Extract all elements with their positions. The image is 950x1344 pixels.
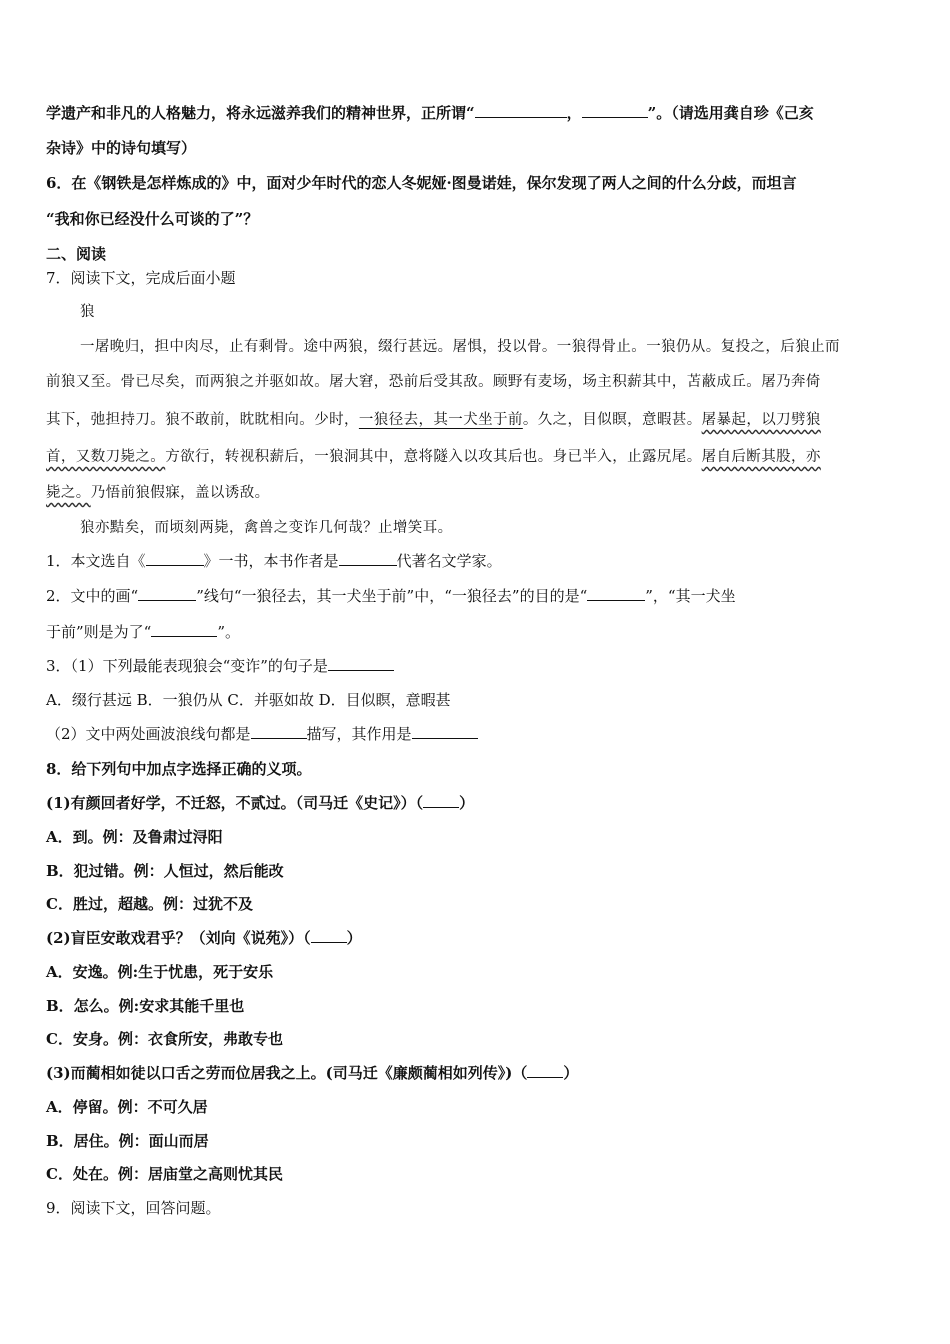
line-text: (2)盲臣 xyxy=(46,929,101,947)
text-line: “我和你已经没什么可谈的了”？ xyxy=(46,210,259,228)
answer-blank[interactable] xyxy=(527,1063,563,1078)
answer-blank[interactable] xyxy=(138,586,196,601)
passage-line xyxy=(46,447,821,467)
line-text: (1)有颜回者好学，不迁怒，不贰 xyxy=(46,794,266,812)
passage-line: 狼亦黠矣，而顷刻两毙，禽兽之变诈几何哉？止增笑耳。 xyxy=(80,520,453,536)
passage-line xyxy=(46,483,270,503)
question-7: 7．阅读下文，完成后面小题 xyxy=(46,269,236,287)
answer-blank[interactable] xyxy=(151,622,217,637)
line-text: 3．（1）下列最能表现狼会“变诈”的句子是 xyxy=(46,657,328,675)
answer-blank[interactable] xyxy=(475,103,567,118)
dotted-char: 安 xyxy=(100,929,116,947)
answer-blank[interactable] xyxy=(328,656,394,671)
question-8-1 xyxy=(46,793,474,813)
line-text: ） xyxy=(459,794,475,812)
line-text: 其下，弛担持刀。狼不敢前，眈眈相向。少时， xyxy=(46,412,359,428)
line-text: 代著名文学家。 xyxy=(396,552,502,570)
passage-title: 狼 xyxy=(80,304,95,320)
wavy-sentence: 屠自后断其股，亦 xyxy=(701,449,821,465)
underlined-sentence: 一狼径去，其一犬坐于前 xyxy=(358,412,523,428)
sub-question-3 xyxy=(46,656,394,676)
line-text: ） xyxy=(346,929,362,947)
line-text: 描写，其作用是 xyxy=(306,725,412,743)
sub-question-2 xyxy=(46,586,736,606)
line-text: 乃悟前狼假寐，盖以诱敌。 xyxy=(90,485,270,501)
answer-blank[interactable] xyxy=(146,551,204,566)
dotted-char: 居 xyxy=(250,1064,266,1082)
wavy-sentence: 屠暴起，以刀劈狼 xyxy=(701,412,821,428)
answer-blank[interactable] xyxy=(339,551,397,566)
text-line xyxy=(46,103,814,123)
answer-blank[interactable] xyxy=(423,793,459,808)
answer-blank[interactable] xyxy=(251,724,307,739)
option-a: A．安逸。例:生于忧患，死于安乐 xyxy=(46,963,274,981)
dotted-char: 过 xyxy=(265,794,281,812)
line-text: 我之上。(司马迁《廉颇蔺相如列传》)（ xyxy=(265,1064,528,1082)
line-text: ”线句“一狼径去，其一犬坐于前”中，“一狼径去”的目的是“ xyxy=(196,587,588,605)
option-b: B．犯过错。例：人恒过，然后能改 xyxy=(46,862,284,880)
option-a: A．停留。例：不可久居 xyxy=(46,1098,208,1116)
sub-question-3-2 xyxy=(46,724,478,744)
wavy-sentence: 首，又数刀毙之。 xyxy=(46,449,166,465)
text-line xyxy=(46,622,240,642)
options-line: A．缀行甚远 B．一狼仍从 C．并驱如故 D．目似瞑，意暇甚 xyxy=(46,691,451,709)
passage-line: 一屠晚归，担中肉尽，止有剩骨。途中两狼，缀行甚远。屠惧，投以骨。一狼得骨止。一狼仍从。复投之，后狼止而 xyxy=(80,339,840,355)
passage-line xyxy=(46,410,821,430)
option-c: C．安身。例：衣食所安，弗敢专也 xyxy=(46,1030,283,1048)
line-text: ”，“其一犬坐 xyxy=(645,587,736,605)
line-text: 敢戏君乎？（刘向《说苑》）（ xyxy=(115,929,311,947)
option-a: A．到。例：及鲁肃过浔阳 xyxy=(46,828,223,846)
line-text: 》一书，本书作者是 xyxy=(203,552,339,570)
text-line: 杂诗》中的诗句填写） xyxy=(46,139,197,157)
question-8-3 xyxy=(46,1063,578,1083)
question-8: 8．给下列句中加点字选择正确的义项。 xyxy=(46,760,312,778)
answer-blank[interactable] xyxy=(412,724,478,739)
answer-blank[interactable] xyxy=(311,928,347,943)
line-text: 2．文中的画“ xyxy=(46,587,139,605)
line-text: 方欲行，转视积薪后，一狼洞其中，意将隧入以攻其后也。身已半入，止露尻尾。 xyxy=(165,449,702,465)
question-9: 9．阅读下文，回答问题。 xyxy=(46,1199,221,1217)
answer-blank[interactable] xyxy=(582,103,648,118)
sub-question-1 xyxy=(46,551,502,571)
line-text: ”。 xyxy=(217,623,241,641)
line-text: （2）文中两处画波浪线句都是 xyxy=(46,725,251,743)
wavy-sentence: 毙之。 xyxy=(46,485,91,501)
line-text: ） xyxy=(563,1064,579,1082)
answer-blank[interactable] xyxy=(587,586,645,601)
line-text: (3)而蔺相如徒以口舌之劳而位 xyxy=(46,1064,251,1082)
passage-line: 前狼又至。骨已尽矣，而两狼之并驱如故。屠大窘，恐前后受其敌。顾野有麦场，场主积薪其中，苫蔽成丘。屠乃奔倚 xyxy=(46,374,821,390)
option-c: C．胜过，超越。例：过犹不及 xyxy=(46,895,253,913)
option-b: B．居住。例：面山而居 xyxy=(46,1132,209,1150)
option-b: B．怎么。例:安求其能千里也 xyxy=(46,997,245,1015)
question-8-2 xyxy=(46,928,362,948)
section-heading: 二、阅读 xyxy=(46,245,107,263)
question-6: 6．在《钢铁是怎样炼成的》中，面对少年时代的恋人冬妮娅·图曼诺娃，保尔发现了两人之间的什么分歧，而坦言 xyxy=(46,174,797,192)
line-text: 学遗产和非凡的人格魅力，将永远滋养我们的精神世界，正所谓“ xyxy=(46,104,475,122)
line-text: 1．本文选自《 xyxy=(46,552,146,570)
option-c: C．处在。例：居庙堂之高则忧其民 xyxy=(46,1165,283,1183)
line-text: ”。（请选用龚自珍《己亥 xyxy=(647,104,814,122)
line-text: 。（司马迁《史记》）（ xyxy=(280,794,424,812)
line-text: 。久之，目似瞑，意暇甚。 xyxy=(522,412,702,428)
line-text: ， xyxy=(566,104,582,122)
line-text: 于前”则是为了“ xyxy=(46,623,152,641)
